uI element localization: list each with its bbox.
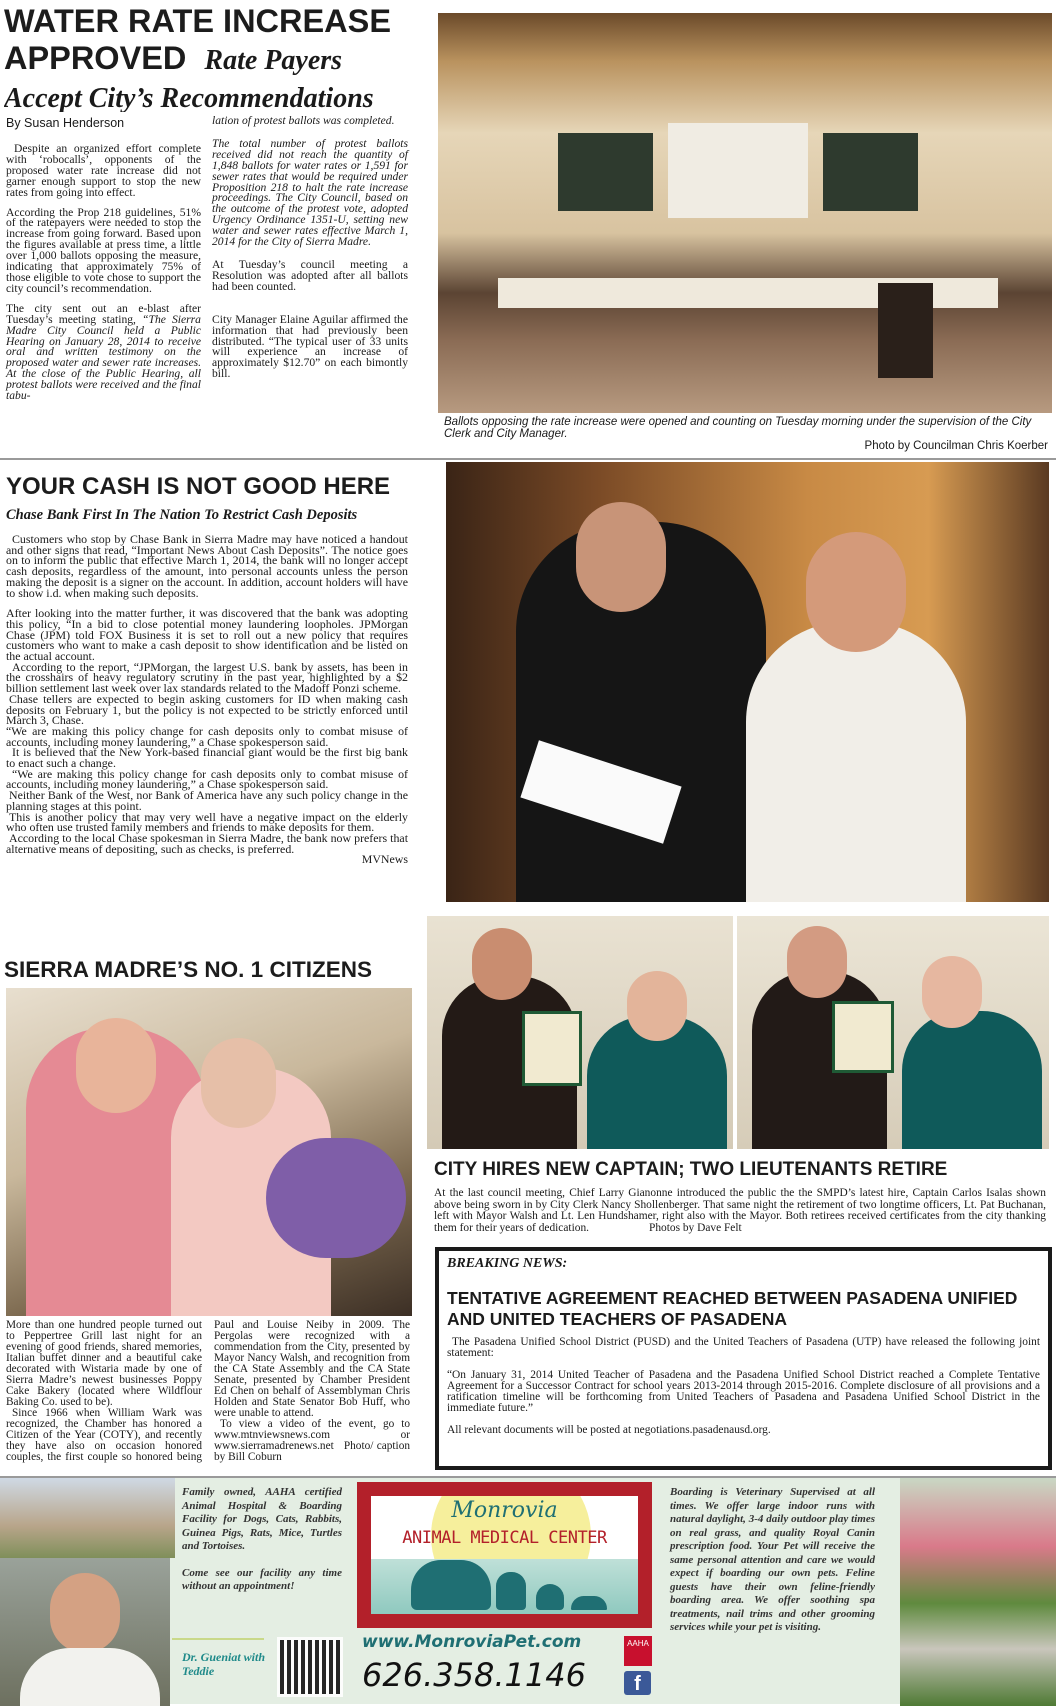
paragraph: All relevant documents will be posted at negotiations.pasadenausd.org. — [447, 1423, 771, 1436]
facebook-icon[interactable]: f — [624, 1671, 651, 1695]
logo-name: ANIMAL MEDICAL CENTER — [402, 1528, 607, 1548]
paragraph-text: The city sent out an e-blast after Tuesday’s meeting stating, — [6, 301, 201, 326]
paragraph: Family owned, AAHA certified Animal Hospital & Boarding Facility for Dogs, Cats, Rabbits, Guinea Pigs, Rats, Mice, Turtles and Tortoises. — [182, 1486, 342, 1552]
byline: By Susan Henderson — [6, 116, 125, 130]
hospital-building-photo — [0, 1478, 175, 1558]
headline: APPROVED — [4, 40, 187, 76]
divider — [172, 1638, 264, 1640]
paragraph: “On January 31, 2014 United Teacher of Pasadena and the Pasadena Unified School District reached a Complete Tentative Agreement for a Successor Contract for school years 2013-2014 through 2015-2016. Complete disclosure of all provisions and a ratification timeline will be forthcoming from United Teachers of Pasadena and Pasadena Unified School District in the immediate future.” — [447, 1368, 1040, 1415]
logo-script: Monrovia — [451, 1498, 558, 1523]
paragraph: At the last council meeting, Chief Larry Gianonne introduced the public the the SMPD’s latest hire, Captain Carlos Isalas shown above being sworn in by City Clerk Nancy Shollenberger. That same night the retirement of two longtime officers, Lt. Pat Buchanan, left with Mayor Walsh and Lt. Len Hundshamer, right also with the Mayor. Both retirees received certificates from the city thanking them for their years of dedication. — [434, 1187, 1046, 1234]
paragraph: Since 1966 when William Wark was recognized, the Chamber has honored a Citizen of the Year (COTY), and recently they have also on occasion honored couples, the first couple so honored being Paul and Louise Neiby in 2009. The Pergolas were recognized with a commendation from the City, presented by Mayor Nancy Walsh, and recognition from the CA State Assembly and the CA State Senate, presented by Chamber President Ed Chen on behalf of Assemblyman Chris Holden and State Senator Bob Huff, who were unable to attend. — [6, 1319, 410, 1463]
council-meeting-photo — [438, 13, 1052, 413]
photo-credit: Photo/ caption by Bill Coburn — [214, 1440, 410, 1463]
website-link[interactable]: www.MonroviaPet.com — [362, 1632, 582, 1652]
paragraph: After looking into the matter further, it was discovered that the bank was adopting this policy, “In a bid to close potential money laundering loopholes. JPMorgan Chase (JPM) told FOX Business it is set to roll out a new policy that requires customers who want to make a cash deposit to show identification and be listed on the actual account. — [6, 606, 408, 664]
deck: Accept City’s Recommendations — [4, 83, 374, 112]
photo-caption-block — [444, 416, 1048, 452]
paragraph-text: To view a video of the event, go to www.mtnviewsnews.com or www.sierramadrenews.net — [214, 1418, 410, 1452]
breaking-body — [447, 1337, 1040, 1436]
dog-silhouette-icon — [411, 1560, 491, 1610]
paragraph: At Tuesday’s council meeting a Resolution was adopted after all ballots had been counted. — [212, 257, 408, 293]
logo — [357, 1482, 652, 1628]
section-divider — [0, 458, 1056, 460]
deck: Chase Bank First In The Nation To Restrict Cash Deposits — [6, 507, 358, 523]
paragraph: The Pasadena Unified School District (PUSD) and the United Teachers of Pasadena (UTP) have released the following joint statement: — [447, 1336, 1040, 1360]
paragraph — [214, 1419, 410, 1463]
water-col-2 — [212, 116, 408, 389]
citizens-of-year-photo — [6, 988, 412, 1316]
lt-buchanan-photo — [427, 916, 733, 1149]
qr-code[interactable] — [280, 1640, 340, 1694]
turtle-silhouette-icon — [571, 1596, 607, 1610]
dr-gueniat-photo — [0, 1558, 170, 1706]
headline: WATER RATE INCREASE — [4, 3, 392, 39]
paragraph: “We are making this policy change for cash deposits only to combat misuse of accounts, including money laundering,” a Chase spokesperson said. — [6, 723, 408, 749]
paragraph: It is believed that the New York-based financial giant would be the first big bank to enact such a change. — [6, 745, 408, 771]
paragraph: This is another policy that may very well have a negative impact on the elderly who often use trusted family members and friends to make deposits for them. — [6, 809, 408, 835]
garden-photo — [900, 1478, 1056, 1706]
headline: TENTATIVE AGREEMENT REACHED BETWEEN PASADENA UNIFIED AND UNITED TEACHERS OF PASADENA — [447, 1288, 1018, 1329]
source: MVNews — [361, 852, 408, 867]
paragraph: Come see our facility any time without an appointment! — [182, 1566, 342, 1592]
headline: YOUR CASH IS NOT GOOD HERE — [6, 473, 391, 500]
deck: Rate Payers — [204, 45, 343, 76]
paragraph: “We are making this policy change for cash deposits only to combat misuse of accounts, including money laundering,” a Chase spokesperson said. — [6, 766, 408, 792]
paragraph: lation of protest ballots was completed. — [212, 114, 395, 127]
breaking-label: BREAKING NEWS: — [447, 1256, 568, 1271]
paragraph: According to the local Chase spokesman in Sierra Madre, the bank now prefers that alternative means of depositing, such as checks, is preferred. — [6, 830, 408, 856]
aaha-badge: AAHA — [624, 1636, 652, 1666]
paragraph: The total number of protest ballots received did not reach the quantity of 1,848 ballots for water rates or 1,591 for sewer rates that would be required under Proposition 218 to halt the rate increase proceedings. The City Council, based on the outcome of the protest vote, adopted Urgency Ordinance 1351-U, setting new water and sewer rates effective March 1, 2014 for the City of Sierra Madre. — [212, 136, 408, 249]
photo-credit: Photo by Councilman Chris Koerber — [864, 440, 1048, 452]
paragraph: Customers who stop by Chase Bank in Sierra Madre may have noticed a handout and other signs that read, “Important News About Cash Deposits”. The notice goes on to inform the public that effective March 1, 2014, the bank will no longer accept cash deposits, regardless of the amount, into personal accounts unless the person making the deposit is a signer on the account. In addition, account holders will have to show i.d. when making such deposits. — [6, 532, 408, 600]
captain-body — [434, 1188, 1046, 1234]
lt-hundshamer-photo — [737, 916, 1049, 1149]
headline: SIERRA MADRE’S NO. 1 CITIZENS — [4, 957, 372, 982]
photo-credit: Photos by Dave Felt — [648, 1221, 742, 1234]
animal-hospital-ad — [0, 1476, 1056, 1704]
headline: CITY HIRES NEW CAPTAIN; TWO LIEUTENANTS RETIRE — [434, 1159, 948, 1180]
ad-left-text — [182, 1486, 342, 1594]
paragraph — [6, 301, 201, 403]
paragraph: Despite an organized effort complete with ‘robocalls’, opponents of the proposed water rate increase did not garner enough support to stop the new rates from going into effect. — [6, 142, 201, 199]
paragraph: Neither Bank of the West, nor Bank of America have any such policy change in the planning stages at this point. — [6, 788, 408, 813]
paragraph: More than one hundred people turned out to Peppertree Grill last night for an evening of good friends, shared memories, Italian buffet dinner and a beautiful cake decorated with Wistaria made by one of Sierra Madre’s newest businesses Poppy Cake Bakery (located where Wildflour Baking Co. used to be). — [6, 1319, 202, 1408]
water-col-1 — [6, 144, 201, 411]
breaking-news-box — [435, 1247, 1052, 1470]
captain-sworn-in-photo — [446, 462, 1049, 902]
chase-body — [6, 534, 408, 865]
cat-silhouette-icon — [496, 1572, 526, 1610]
citizens-body — [6, 1320, 410, 1463]
paragraph: Chase tellers are expected to begin asking customers for ID when making cash deposits on February 1, but the policy is not expected to be strictly enforced until March 3, Chase. — [6, 691, 408, 728]
phone-number: 626.358.1146 — [362, 1656, 586, 1694]
quote: “The Sierra Madre City Council held a Public Hearing on January 28, 2014 to receive oral and written testimony on the proposed water and sewer rate increases. At the close of the Public Hearing, all protest ballots were received and the final tabu- — [6, 312, 201, 403]
paragraph: City Manager Elaine Aguilar affirmed the information that had previously been distributed. “The typical user of 33 units will experience an increase of approximately $12.70” on each bimontly bill. — [212, 312, 408, 381]
doctor-caption: Dr. Gueniat with Teddie — [182, 1650, 266, 1678]
photo-caption: Ballots opposing the rate increase were opened and counting on Tuesday morning under the supervision of the City Clerk and City Manager. — [444, 416, 1032, 440]
paragraph: According the Prop 218 guidelines, 51% of the ratepayers were needed to stop the increase from going forward. Based upon the figures available at press time, a little over 1,000 ballots opposing the measure, indicating that approximately 75% of those eligible to vote chose to support the city council’s recommendation. — [6, 205, 201, 295]
water-article — [4, 2, 434, 112]
paragraph: According to the report, “JPMorgan, the largest U.S. bank by assets, has been in the crosshairs of heavy regulatory scrutiny in the past year, highlighted by a $2 billion settlement last week over lax standards related to the Madoff Ponzi scheme. — [6, 659, 408, 696]
ad-right-text: Boarding is Veterinary Supervised at all times. We offer large indoor runs with natural daylight, 3-4 daily outdoor play times on real grass, and quality Royal Canin prescription food. Your Pet will receive the same personal attention and care we would expect if boarding our own pets. Feline guests have their own feline-friendly boarding area. We offer soothing spa treatments, nail trims and other grooming services while your pet is visiting. — [670, 1486, 875, 1633]
rabbit-silhouette-icon — [536, 1584, 564, 1610]
